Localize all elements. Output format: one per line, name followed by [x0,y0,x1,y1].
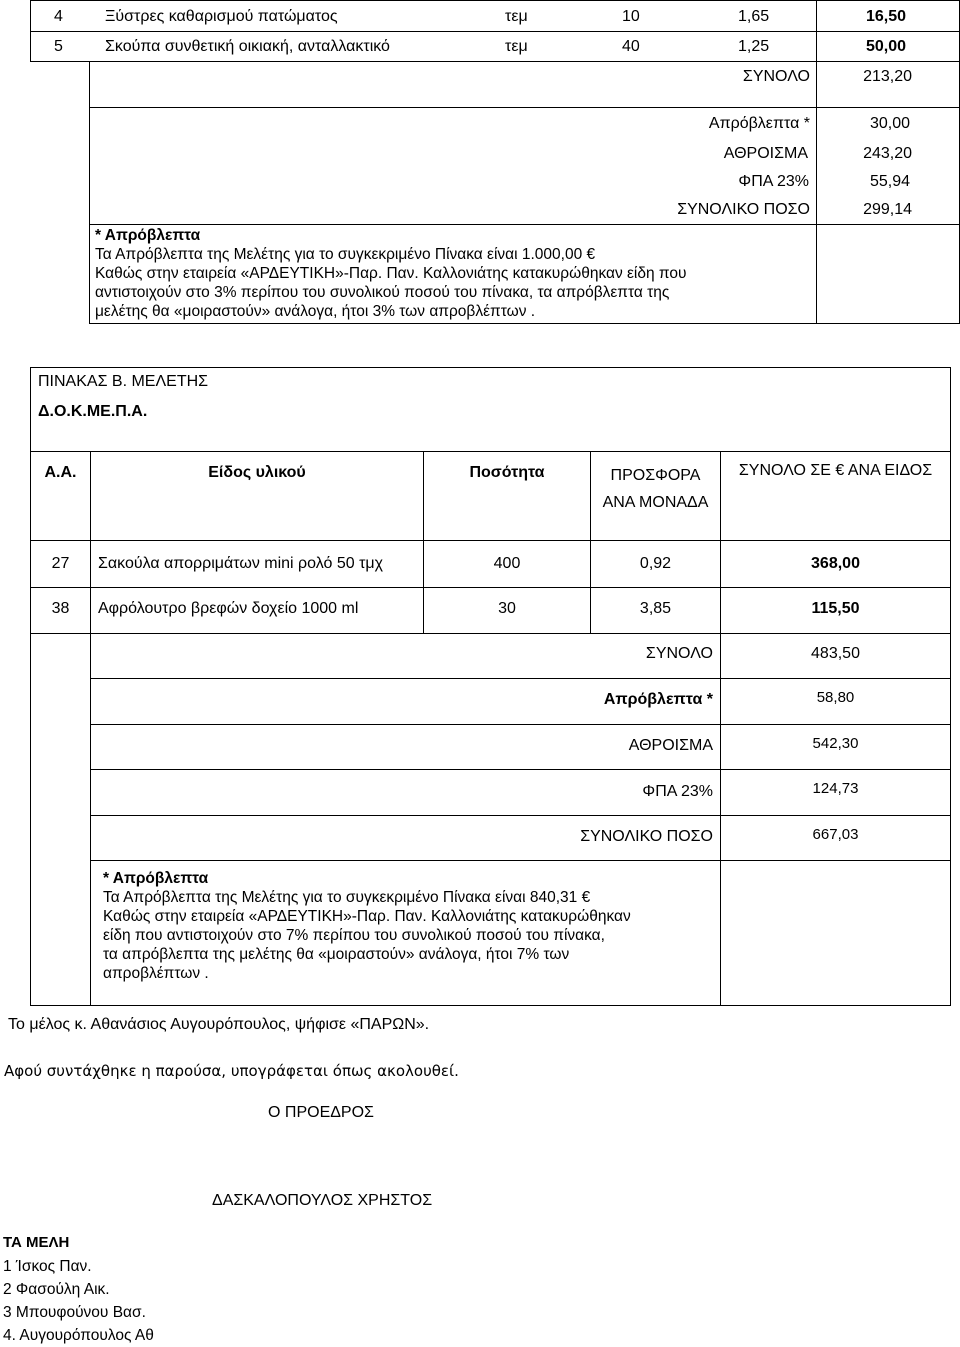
unforeseen-note [103,869,718,983]
row-number: 38 [51,600,70,617]
note-line: Καθώς στην εταιρεία «ΑΡΔΕΥΤΙΚΗ»-Παρ. Παν. Καλλονιάτης κατακυρώθηκαν [103,908,631,925]
vat-value: 124,73 [812,780,859,797]
header-offer-line2: ΑΝΑ ΜΟΝΑΔΑ [602,494,709,511]
aggregate-value: 243,20 [863,145,912,162]
row-item: Αφρόλουτρο βρεφών δοχείο 1000 ml [98,600,359,617]
row-item: Σακούλα απορριμάτων mini ρολό 50 τμχ [98,555,384,572]
row-price: 0,92 [639,555,672,572]
sum-value: 213,20 [863,68,912,85]
note-line: αντιστοιχούν στο 3% περίπου του συνολικού ποσού του πίνακα, τα απρόβλεπτα της [95,284,670,301]
note-title: * Απρόβλεπτα [103,870,209,887]
header-aa: Α.Α. [44,464,77,481]
row-price: 1,25 [738,38,770,55]
unforeseen-note [95,226,815,321]
unforeseen-label: Απρόβλεπτα * [708,115,810,132]
member-item: 2 Φασούλη Αικ. [3,1281,110,1298]
signing-statement: Αφού συντάχθηκε η παρούσα, υπογράφεται όπως ακολουθεί. [4,1062,459,1080]
row-unit: τεμ [505,8,528,25]
total-value: 299,14 [863,201,912,218]
header-offer-line1: ΠΡΟΣΦΟΡΑ [610,467,701,484]
note-title: * Απρόβλεπτα [95,227,201,244]
row-number: 27 [51,555,70,572]
unforeseen-label: Απρόβλεπτα * [603,691,713,708]
member-item: 3 Μπουφούνου Βασ. [3,1304,146,1321]
table-row [0,0,960,31]
row-total: 50,00 [866,38,907,55]
sum-value: 483,50 [811,645,860,662]
sum-label: ΣΥΝΟΛΟ [645,645,713,662]
vat-label: ΦΠΑ 23% [738,173,809,190]
table-row [0,588,960,633]
header-quantity: Ποσότητα [469,464,545,481]
note-line: είδη που αντιστοιχούν στο 7% περίπου του συνολικού ποσού του πίνακα, [103,927,605,944]
section-title: ΠΙΝΑΚΑΣ Β. ΜΕΛΕΤΗΣ [38,373,209,390]
row-price: 3,85 [639,600,672,617]
members-list [3,1255,154,1347]
member-item: 4. Αυγουρόπουλος Αθ [3,1327,154,1344]
row-unit: τεμ [505,38,528,55]
row-total: 16,50 [866,8,907,25]
member-item: 1 Ίσκος Παν. [3,1258,92,1275]
president-name: ΔΑΣΚΑΛΟΠΟΥΛΟΣ ΧΡΗΣΤΟΣ [212,1192,433,1209]
aggregate-value: 542,30 [812,735,859,752]
unforeseen-value: 30,00 [869,115,910,132]
row-quantity: 40 [622,38,640,55]
row-quantity: 400 [493,555,521,572]
total-value: 667,03 [812,826,859,843]
aggregate-label: ΑΘΡΟΙΣΜΑ [723,145,808,162]
members-title: ΤΑ ΜΕΛΗ [3,1234,70,1251]
sum-label: ΣΥΝΟΛΟ [742,68,810,85]
vat-label: ΦΠΑ 23% [642,783,713,800]
vat-value: 55,94 [869,173,910,190]
row-total: 368,00 [811,555,860,572]
row-price: 1,65 [738,8,770,25]
header-offer [591,462,720,516]
table-row [0,31,960,61]
row-quantity: 30 [498,600,516,617]
unforeseen-value: 58,80 [816,689,855,706]
note-line: Τα Απρόβλεπτα της Μελέτης για το συγκεκριμένο Πίνακα είναι 1.000,00 € [95,246,596,263]
table-row [0,541,960,587]
row-total: 115,50 [811,600,860,617]
section-subtitle: Δ.Ο.Κ.ΜΕ.Π.Α. [38,403,148,420]
row-description: Σκούπα συνθετική οικιακή, ανταλλακτικό [105,38,390,55]
note-line: Τα Απρόβλεπτα της Μελέτης για το συγκεκριμένο Πίνακα είναι 840,31 € [103,889,591,906]
row-number: 4 [54,8,63,25]
note-line: τα απρόβλεπτα της μελέτης θα «μοιραστούν» ανάλογα, ήτοι 7% των [103,946,570,963]
row-number: 5 [54,38,63,55]
note-line: μελέτης θα «μοιραστούν» ανάλογα, ήτοι 3% των απροβλέπτων . [95,303,536,320]
total-label: ΣΥΝΟΛΙΚΟ ΠΟΣΟ [580,828,713,845]
president-title: Ο ΠΡΟΕΔΡΟΣ [268,1104,374,1121]
note-line: απροβλέπτων . [103,965,209,982]
note-line: Καθώς στην εταιρεία «ΑΡΔΕΥΤΙΚΗ»-Παρ. Παν. Καλλονιάτης κατακυρώθηκαν είδη που [95,265,687,282]
header-item: Είδος υλικού [208,464,306,481]
header-sum: ΣΥΝΟΛΟ ΣΕ € ΑΝΑ ΕΙΔΟΣ [738,462,933,479]
vote-statement: Το μέλος κ. Αθανάσιος Αυγουρόπουλος, ψήφισε «ΠΑΡΩΝ». [8,1016,430,1033]
row-description: Ξύστρες καθαρισμού πατώματος [105,8,338,25]
total-label: ΣΥΝΟΛΙΚΟ ΠΟΣΟ [677,201,810,218]
row-quantity: 10 [622,8,640,25]
aggregate-label: ΑΘΡΟΙΣΜΑ [628,737,713,754]
